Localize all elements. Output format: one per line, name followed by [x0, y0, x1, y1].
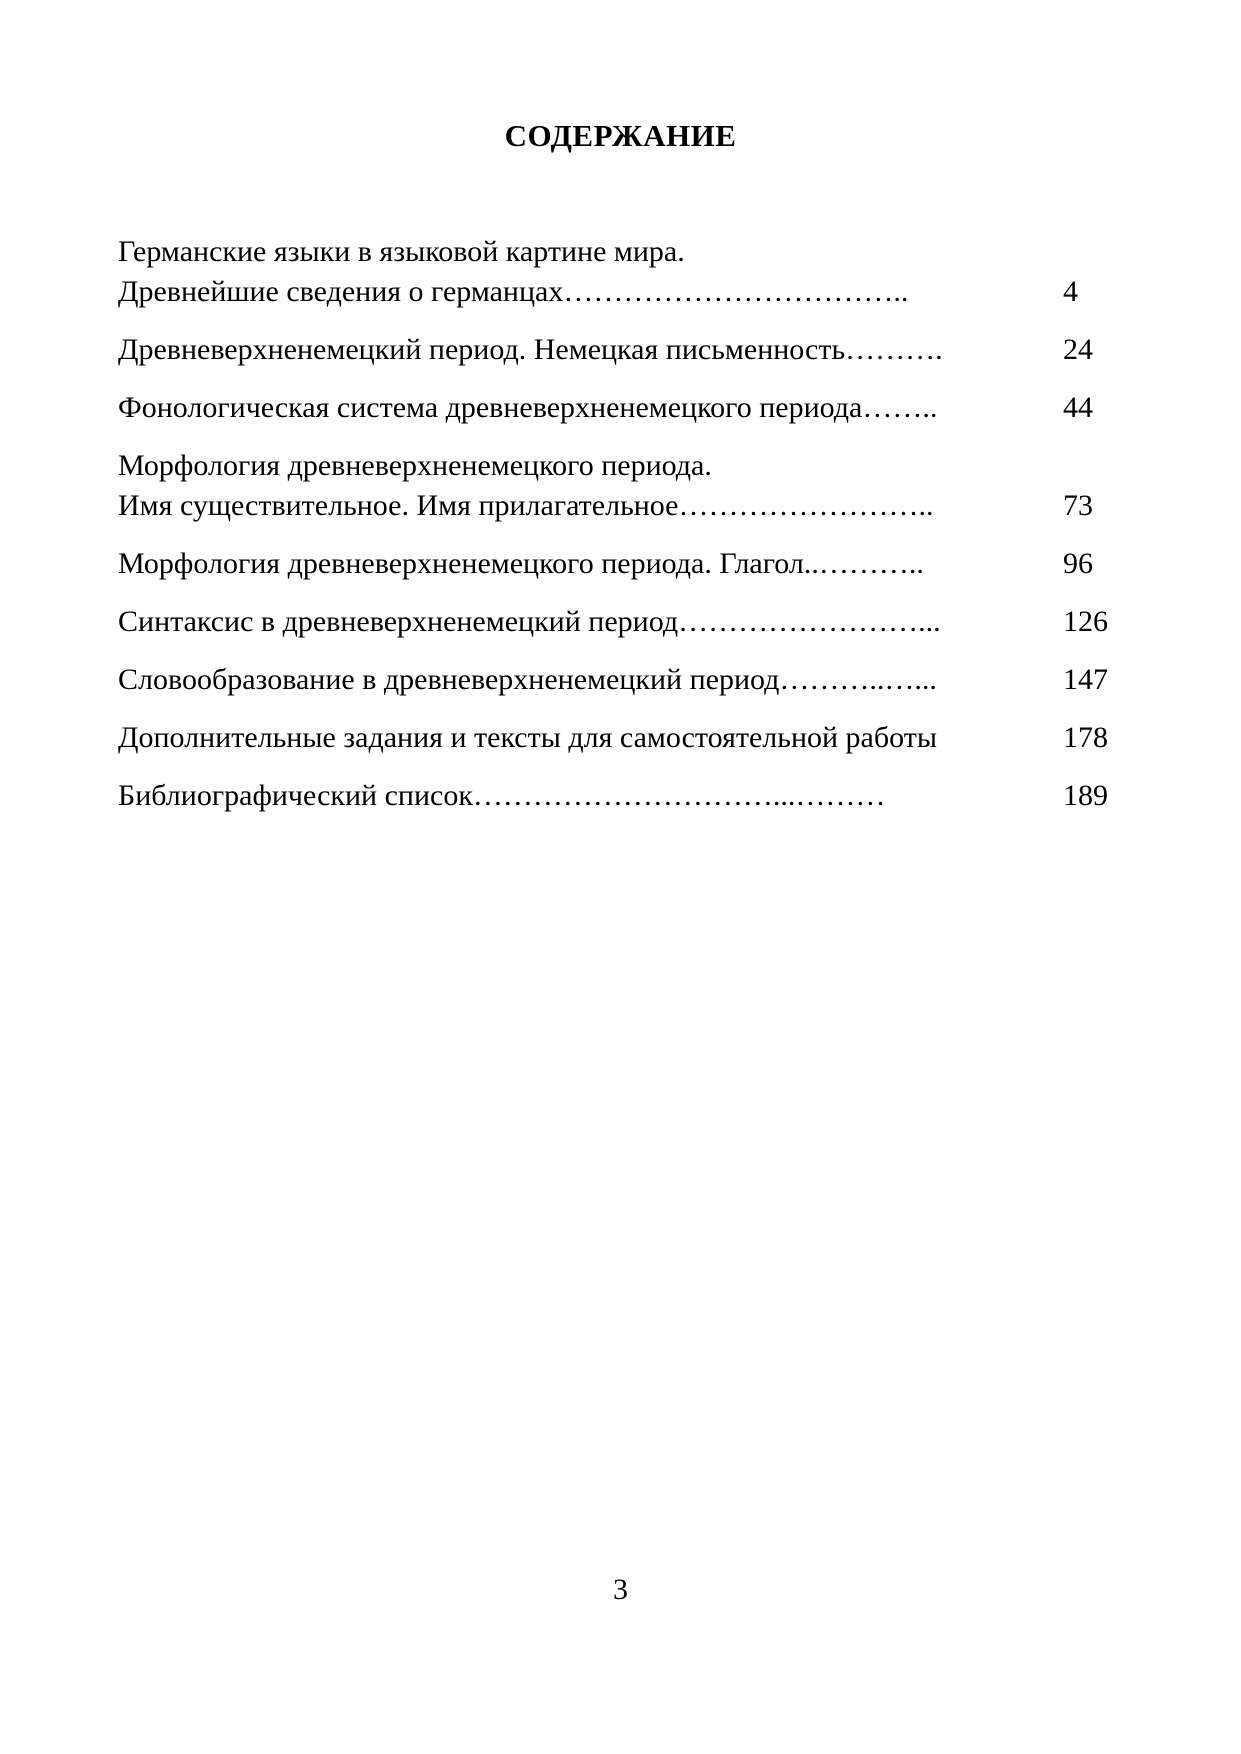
- page-title: СОДЕРЖАНИЕ: [504, 118, 737, 153]
- toc-entry-title: Фонологическая система древневерхненемецкого периода……..: [118, 391, 938, 424]
- toc-entry[interactable]: [118, 446, 1128, 526]
- toc-entry[interactable]: [118, 776, 1128, 816]
- toc-entry[interactable]: [118, 544, 1128, 584]
- toc-entry[interactable]: [118, 330, 1128, 370]
- toc-entry-title: Морфология древневерхненемецкого периода. Глагол..………..: [118, 547, 924, 580]
- toc-entry[interactable]: [118, 232, 1128, 312]
- toc-entry-title: Словообразование в древневерхненемецкий период………..…...: [118, 663, 937, 696]
- toc-entry[interactable]: [118, 660, 1128, 700]
- toc-entry-page: 44: [1063, 391, 1093, 424]
- toc-entry-page: 4: [1063, 275, 1078, 308]
- toc-entry-title: Древневерхненемецкий период. Немецкая письменность……….: [118, 333, 943, 366]
- toc-entry-page: 96: [1063, 547, 1093, 580]
- toc-entry-title: Библиографический список…………………………...………: [118, 779, 886, 812]
- toc-entry-page: 126: [1063, 605, 1108, 638]
- toc-entry-title-continued: Древнейшие сведения о германцах……………………………..: [118, 275, 909, 308]
- toc-entry-page: 24: [1063, 333, 1093, 366]
- toc-entry[interactable]: [118, 602, 1128, 642]
- table-of-contents: [118, 232, 1128, 834]
- toc-entry-title: Морфология древневерхненемецкого периода.: [118, 449, 712, 482]
- toc-entry-page: 73: [1063, 489, 1093, 522]
- toc-entry-page: 178: [1063, 721, 1108, 754]
- toc-entry[interactable]: [118, 718, 1128, 758]
- toc-entry-title: Германские языки в языковой картине мира.: [118, 235, 685, 268]
- toc-entry-title: Дополнительные задания и тексты для самостоятельной работы: [118, 721, 938, 754]
- toc-entry-page: 147: [1063, 663, 1108, 696]
- toc-entry[interactable]: [118, 388, 1128, 428]
- toc-entry-page: 189: [1063, 779, 1108, 812]
- toc-entry-title-continued: Имя существительное. Имя прилагательное……………………..: [118, 489, 934, 522]
- page-number: 3: [613, 1573, 628, 1606]
- toc-entry-title: Синтаксис в древневерхненемецкий период……………………...: [118, 605, 941, 638]
